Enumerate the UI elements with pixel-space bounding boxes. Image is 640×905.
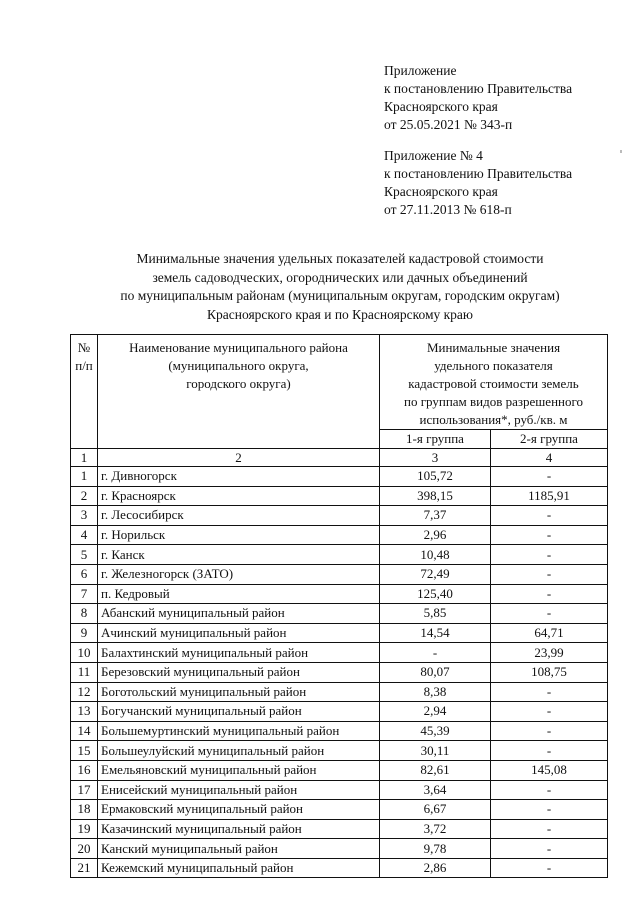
district-name: Балахтинский муниципальный район (98, 643, 380, 663)
value-group-1: 3,64 (380, 780, 491, 800)
header-district-name: Наименование муниципального района (муниципального округа, городского округа) (98, 335, 380, 449)
column-number: 3 (380, 449, 491, 467)
table-row (71, 858, 608, 878)
header-group-2: 2-я группа (491, 430, 608, 449)
value-group-2: 108,75 (491, 662, 608, 682)
table-row (71, 819, 608, 839)
row-number: 4 (71, 525, 98, 545)
table-row (71, 760, 608, 780)
value-group-1: 7,37 (380, 506, 491, 526)
header-number: № п/п (71, 335, 98, 449)
row-number: 9 (71, 623, 98, 643)
value-group-2: - (491, 858, 608, 878)
value-group-2: - (491, 584, 608, 604)
value-group-1: 3,72 (380, 819, 491, 839)
district-name: Емельяновский муниципальный район (98, 760, 380, 780)
appendix-line: Красноярского края (384, 184, 498, 199)
table-row (71, 486, 608, 506)
value-group-1: 30,11 (380, 741, 491, 761)
value-group-2: 64,71 (491, 623, 608, 643)
value-group-1: 5,85 (380, 604, 491, 624)
appendix-line: к постановлению Правительства (384, 81, 573, 96)
row-number: 12 (71, 682, 98, 702)
column-numbers-row (71, 449, 608, 467)
value-group-2: - (491, 564, 608, 584)
values-table (70, 334, 608, 878)
value-group-1: 2,86 (380, 858, 491, 878)
row-number: 1 (71, 467, 98, 487)
value-group-2: - (491, 819, 608, 839)
appendix-line: Красноярского края (384, 99, 498, 114)
value-group-1: 2,94 (380, 702, 491, 722)
value-group-2: - (491, 780, 608, 800)
district-name: Кежемский муниципальный район (98, 858, 380, 878)
district-name: Казачинский муниципальный район (98, 819, 380, 839)
appendix-line: Приложение (384, 63, 457, 78)
row-number: 17 (71, 780, 98, 800)
value-group-2: - (491, 604, 608, 624)
table-row (71, 780, 608, 800)
value-group-1: 10,48 (380, 545, 491, 565)
district-name: г. Лесосибирск (98, 506, 380, 526)
appendix-block-original (384, 147, 634, 219)
row-number: 20 (71, 839, 98, 859)
value-group-2: - (491, 467, 608, 487)
row-number: 15 (71, 741, 98, 761)
row-number: 3 (71, 506, 98, 526)
table-row (71, 839, 608, 859)
row-number: 14 (71, 721, 98, 741)
table-row (71, 800, 608, 820)
appendix-line: от 27.11.2013 № 618-п (384, 202, 512, 217)
table-row (71, 682, 608, 702)
district-name: Канский муниципальный район (98, 839, 380, 859)
appendix-header (384, 62, 634, 219)
row-number: 19 (71, 819, 98, 839)
table-body (71, 467, 608, 878)
value-group-2: - (491, 702, 608, 722)
value-group-2: - (491, 800, 608, 820)
value-group-2: - (491, 525, 608, 545)
value-group-1: 45,39 (380, 721, 491, 741)
value-group-2: 1185,91 (491, 486, 608, 506)
district-name: п. Кедровый (98, 584, 380, 604)
row-number: 8 (71, 604, 98, 624)
row-number: 16 (71, 760, 98, 780)
district-name: г. Норильск (98, 525, 380, 545)
district-name: Большемуртинский муниципальный район (98, 721, 380, 741)
appendix-line: к постановлению Правительства (384, 166, 573, 181)
district-name: Абанский муниципальный район (98, 604, 380, 624)
row-number: 5 (71, 545, 98, 565)
header-minimal-values: Минимальные значения удельного показателя кадастровой стоимости земель по группам видов разрешенного использования*, руб./кв. м (380, 335, 608, 430)
value-group-1: 398,15 (380, 486, 491, 506)
district-name: г. Железногорск (ЗАТО) (98, 564, 380, 584)
row-number: 18 (71, 800, 98, 820)
value-group-1: 72,49 (380, 564, 491, 584)
value-group-1: 105,72 (380, 467, 491, 487)
table-row (71, 545, 608, 565)
value-group-1: 14,54 (380, 623, 491, 643)
title-line: Минимальные значения удельных показателей кадастровой стоимости (136, 251, 544, 266)
district-name: г. Дивногорск (98, 467, 380, 487)
district-name: Богучанский муниципальный район (98, 702, 380, 722)
district-name: Ачинский муниципальный район (98, 623, 380, 643)
district-name: г. Красноярск (98, 486, 380, 506)
value-group-2: - (491, 506, 608, 526)
table-row (71, 662, 608, 682)
column-number: 1 (71, 449, 98, 467)
value-group-1: 82,61 (380, 760, 491, 780)
row-number: 11 (71, 662, 98, 682)
table-row (71, 643, 608, 663)
value-group-1: 9,78 (380, 839, 491, 859)
value-group-2: 23,99 (491, 643, 608, 663)
appendix-block-current (384, 62, 634, 134)
table-row (71, 741, 608, 761)
value-group-1: 125,40 (380, 584, 491, 604)
table-row (71, 584, 608, 604)
title-line: земель садоводческих, огороднических или дачных объединений (152, 269, 528, 285)
district-name: Енисейский муниципальный район (98, 780, 380, 800)
value-group-1: - (380, 643, 491, 663)
table-row (71, 623, 608, 643)
value-group-2: - (491, 721, 608, 741)
value-group-1: 8,38 (380, 682, 491, 702)
row-number: 21 (71, 858, 98, 878)
appendix-line: Приложение № 4 (384, 148, 483, 163)
value-group-1: 80,07 (380, 662, 491, 682)
document-title (60, 250, 620, 324)
district-name: Ермаковский муниципальный район (98, 800, 380, 820)
table-row (71, 702, 608, 722)
table-row (71, 564, 608, 584)
scan-artifact (620, 150, 622, 153)
district-name: Березовский муниципальный район (98, 662, 380, 682)
title-line: Красноярского края и по Красноярскому краю (206, 306, 474, 322)
row-number: 10 (71, 643, 98, 663)
value-group-1: 2,96 (380, 525, 491, 545)
title-line: по муниципальным районам (муниципальным округам, городским округам) (120, 288, 560, 303)
header-group-1: 1-я группа (380, 430, 491, 449)
row-number: 6 (71, 564, 98, 584)
row-number: 13 (71, 702, 98, 722)
table-row (71, 721, 608, 741)
district-name: Большеулуйский муниципальный район (98, 741, 380, 761)
column-number: 2 (98, 449, 380, 467)
district-name: Боготольский муниципальный район (98, 682, 380, 702)
value-group-2: - (491, 545, 608, 565)
district-name: г. Канск (98, 545, 380, 565)
column-number: 4 (491, 449, 608, 467)
value-group-2: - (491, 741, 608, 761)
table-row (71, 467, 608, 487)
value-group-2: - (491, 682, 608, 702)
table-row (71, 525, 608, 545)
value-group-2: - (491, 839, 608, 859)
appendix-line: от 25.05.2021 № 343-п (384, 117, 513, 132)
table-row (71, 506, 608, 526)
row-number: 7 (71, 584, 98, 604)
table-row (71, 604, 608, 624)
value-group-2: 145,08 (491, 760, 608, 780)
value-group-1: 6,67 (380, 800, 491, 820)
row-number: 2 (71, 486, 98, 506)
